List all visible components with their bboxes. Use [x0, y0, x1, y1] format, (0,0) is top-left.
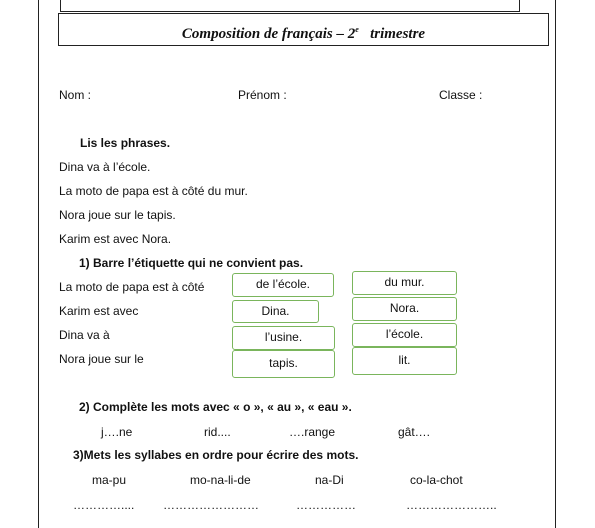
exercise3-heading: 3)Mets les syllabes en ordre pour écrire des mots.: [73, 448, 359, 462]
syllable-group: co-la-chot: [410, 473, 463, 487]
option-label-box[interactable]: [232, 350, 335, 378]
title-text: Composition de français – 2: [181, 26, 356, 42]
option-label-text: du mur.: [384, 275, 425, 289]
sentence: Dina va à l’école.: [59, 160, 151, 174]
syllable-group: na-Di: [315, 473, 344, 487]
exercise1-prompt: Nora joue sur le: [59, 352, 144, 366]
title-end-text: trimestre: [370, 26, 426, 42]
fill-word: gât….: [398, 425, 431, 439]
option-label-box[interactable]: [352, 297, 457, 321]
fill-word: j….ne: [101, 425, 133, 439]
option-label-text: l’école.: [385, 327, 424, 341]
option-label-box[interactable]: [352, 323, 457, 347]
sentence: Nora joue sur le tapis.: [59, 208, 176, 222]
option-label-box[interactable]: [232, 326, 335, 350]
syllable-group: ma-pu: [92, 473, 127, 487]
syllable-group: mo-na-li-de: [190, 473, 251, 487]
fill-word: ….range: [289, 425, 336, 439]
option-label-box[interactable]: [232, 273, 334, 297]
option-label-box[interactable]: [352, 347, 457, 375]
answer-dotted-line: ……………………: [163, 498, 259, 512]
sentence: La moto de papa est à côté du mur.: [59, 184, 248, 198]
fill-word: rid....: [204, 425, 231, 439]
option-label-text: l’usine.: [264, 330, 303, 344]
header-top-box: [60, 0, 520, 12]
option-label-text: tapis.: [269, 356, 298, 370]
classe-label: Classe :: [439, 88, 483, 102]
exercise1-prompt: Karim est avec: [59, 304, 139, 318]
answer-dotted-line: …………………..: [406, 498, 497, 512]
option-label-text: Nora.: [389, 301, 420, 315]
option-label-text: lit.: [398, 353, 411, 367]
prenom-label: Prénom :: [238, 88, 287, 102]
exercise1-heading: 1) Barre l’étiquette qui ne convient pas.: [79, 256, 304, 270]
option-label-text: de l’école.: [255, 277, 311, 291]
title-superscript: e: [355, 25, 359, 34]
exercise2-heading: 2) Complète les mots avec « o », « au », « eau ».: [79, 400, 352, 414]
sentence: Karim est avec Nora.: [59, 232, 172, 246]
option-label-box[interactable]: [232, 300, 319, 323]
answer-dotted-line: …………....: [73, 498, 135, 512]
reading-heading: Lis les phrases.: [80, 136, 171, 150]
option-label-text: Dina.: [261, 304, 290, 318]
answer-dotted-line: ……………: [296, 498, 356, 512]
option-label-box[interactable]: [352, 271, 457, 295]
exercise1-prompt: Dina va à: [59, 328, 110, 342]
nom-label: Nom :: [59, 88, 92, 102]
exercise1-prompt: La moto de papa est à côté: [59, 280, 205, 294]
page-title: [58, 13, 549, 46]
